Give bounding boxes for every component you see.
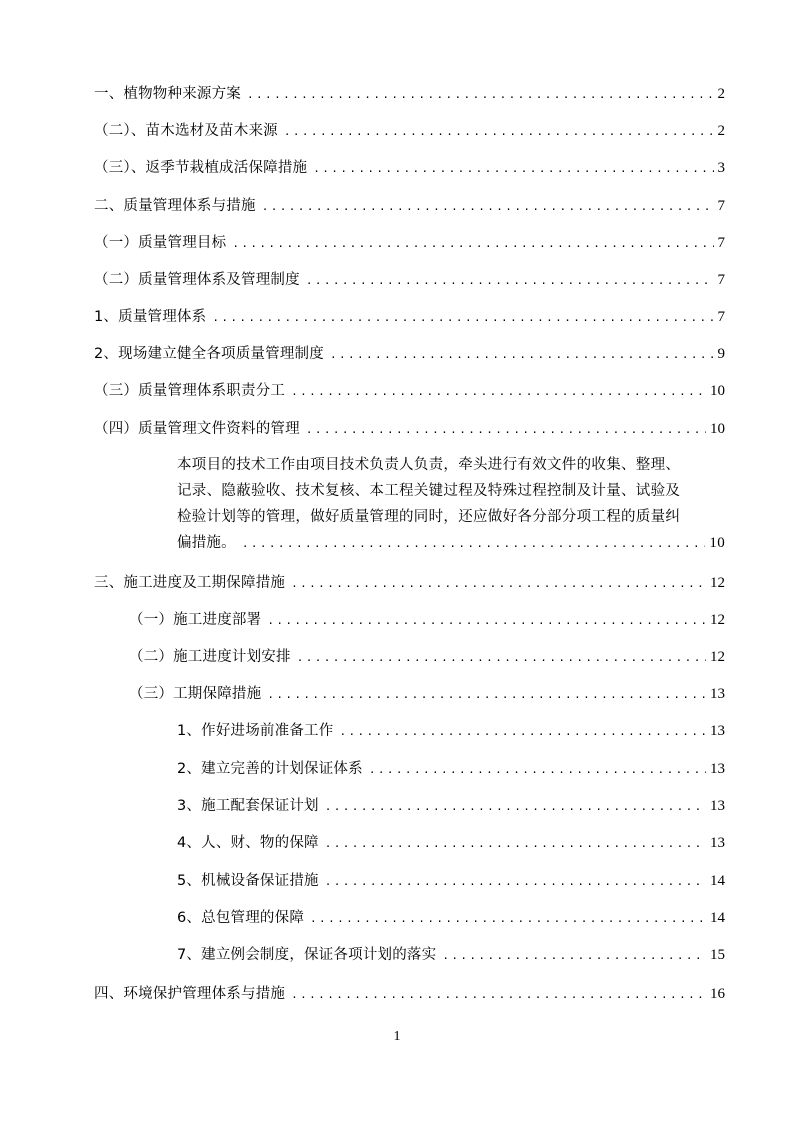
- toc-entry[interactable]: [94, 121, 725, 141]
- toc-entry-page: 2: [717, 123, 725, 139]
- toc-entry[interactable]: [94, 270, 725, 290]
- toc-entry-page: 3: [717, 160, 725, 176]
- toc-entry-label: 1、作好进场前准备工作: [177, 723, 334, 739]
- toc-leader-dots: [339, 722, 706, 742]
- toc-leader-dots: [369, 760, 706, 780]
- toc-entry-page: 2: [717, 86, 725, 102]
- toc-entry[interactable]: [129, 647, 725, 667]
- paragraph-line: 检验计划等的管理，做好质量管理的同时，还应做好各分部分项工程的质量纠: [177, 509, 681, 525]
- page-number: 1: [393, 1029, 401, 1044]
- toc-entry-page: 7: [717, 235, 725, 251]
- toc-leader-dots: [212, 308, 713, 328]
- toc-entry-label: （三）工期保障措施: [129, 686, 262, 702]
- toc-entry-page: 14: [710, 910, 725, 926]
- toc-entry-label: （二）质量管理体系及管理制度: [94, 272, 300, 288]
- toc-entry-label: 4、人、财、物的保障: [177, 835, 319, 851]
- toc-entry[interactable]: [177, 759, 725, 779]
- toc-entry-page: 13: [710, 723, 725, 739]
- toc-leader-dots: [267, 611, 706, 631]
- toc-entry-label: 2、现场建立健全各项质量管理制度: [94, 346, 324, 362]
- toc-entry-page: 13: [710, 761, 725, 777]
- toc-entry-label: （三）、返季节栽植成活保障措施: [94, 160, 308, 176]
- toc-entry[interactable]: [177, 721, 725, 741]
- toc-entry-page: 12: [710, 575, 725, 591]
- toc-leader-dots: [291, 985, 706, 1005]
- toc-leader-dots: [242, 531, 706, 557]
- toc-entry[interactable]: [129, 610, 725, 630]
- toc-entry-page: 7: [717, 272, 725, 288]
- toc-leader-dots: [232, 234, 713, 254]
- paragraph-line: 记录、隐蔽验收、技术复核、本工程关键过程及特殊过程控制及计量、试验及: [177, 483, 681, 499]
- toc-entry[interactable]: [177, 871, 725, 891]
- toc-entry[interactable]: [94, 84, 725, 104]
- toc-entry-label: 2、建立完善的计划保证体系: [177, 761, 363, 777]
- toc-entry[interactable]: [94, 344, 725, 364]
- toc-entry-page: 16: [710, 986, 725, 1002]
- toc-entry[interactable]: [94, 984, 725, 1004]
- toc-entry-page: 7: [717, 198, 725, 214]
- toc-entry-label: 四、环境保护管理体系与措施: [94, 986, 286, 1002]
- toc-leader-dots: [284, 122, 714, 142]
- toc-entry-label: （三）质量管理体系职责分工: [94, 383, 286, 399]
- toc-leader-dots: [306, 420, 706, 440]
- toc-leader-dots: [310, 909, 706, 929]
- paragraph-last-text: 偏措施。: [177, 535, 236, 551]
- toc-entry-label: （二）、苗木选材及苗木来源: [94, 123, 278, 139]
- toc-entry-page: 13: [710, 798, 725, 814]
- toc-entry[interactable]: [94, 196, 725, 216]
- toc-entry[interactable]: [94, 573, 725, 593]
- toc-leader-dots: [291, 574, 706, 594]
- toc-entry-label: 一、植物物种来源方案: [94, 86, 241, 102]
- toc-entry-page: 12: [710, 612, 725, 628]
- paragraph-line: 本项目的技术工作由项目技术负责人负责，牵头进行有效文件的收集、整理、: [177, 457, 681, 473]
- toc-entry-page: 10: [710, 421, 725, 437]
- toc-entry[interactable]: [177, 796, 725, 816]
- toc-entry[interactable]: [94, 307, 725, 327]
- toc-entry[interactable]: [129, 684, 725, 704]
- toc-entry-label: 三、施工进度及工期保障措施: [94, 575, 286, 591]
- toc-entry-page: 13: [710, 686, 725, 702]
- toc-leader-dots: [297, 648, 706, 668]
- toc-entry-page: 7: [717, 309, 725, 325]
- toc-leader-dots: [325, 834, 706, 854]
- toc-entry-label: （一）施工进度部署: [129, 612, 262, 628]
- paragraph-last-line: [177, 530, 725, 556]
- toc-entry-label: 3、施工配套保证计划: [177, 798, 319, 814]
- toc-leader-dots: [262, 197, 714, 217]
- toc-entry[interactable]: [177, 945, 725, 965]
- toc-leader-dots: [291, 382, 706, 402]
- toc-entry-page: 10: [710, 383, 725, 399]
- toc-entry-label: 5、机械设备保证措施: [177, 873, 319, 889]
- toc-leader-dots: [306, 271, 714, 291]
- toc-entry-page: 15: [710, 947, 725, 963]
- toc-entry-label: （一）质量管理目标: [94, 235, 227, 251]
- toc-entry-page: 14: [710, 873, 725, 889]
- toc-leader-dots: [330, 345, 714, 365]
- toc-entry-label: （四）质量管理文件资料的管理: [94, 421, 300, 437]
- toc-leader-dots: [325, 872, 706, 892]
- toc-entry-label: 1、质量管理体系: [94, 309, 207, 325]
- toc-entry[interactable]: [94, 419, 725, 439]
- toc-leader-dots: [313, 159, 713, 179]
- toc-entry[interactable]: [177, 908, 725, 928]
- toc-entry-label: 6、总包管理的保障: [177, 910, 305, 926]
- toc-entry[interactable]: [94, 233, 725, 253]
- toc-entry-page: 10: [709, 535, 725, 551]
- toc-leader-dots: [442, 946, 706, 966]
- toc-paragraph-entry[interactable]: [177, 452, 725, 556]
- toc-leader-dots: [267, 685, 706, 705]
- toc-entry-label: 7、建立例会制度，保证各项计划的落实: [177, 947, 437, 963]
- toc-entry-page: 9: [717, 346, 725, 362]
- toc-entry-page: 13: [710, 835, 725, 851]
- toc-leader-dots: [247, 85, 714, 105]
- toc-entry[interactable]: [177, 833, 725, 853]
- toc-entry[interactable]: [94, 381, 725, 401]
- toc-entry-page: 12: [710, 649, 725, 665]
- toc-entry-label: 二、质量管理体系与措施: [94, 198, 256, 214]
- toc-entry-label: （二）施工进度计划安排: [129, 649, 291, 665]
- toc-entry[interactable]: [94, 158, 725, 178]
- toc-leader-dots: [325, 797, 706, 817]
